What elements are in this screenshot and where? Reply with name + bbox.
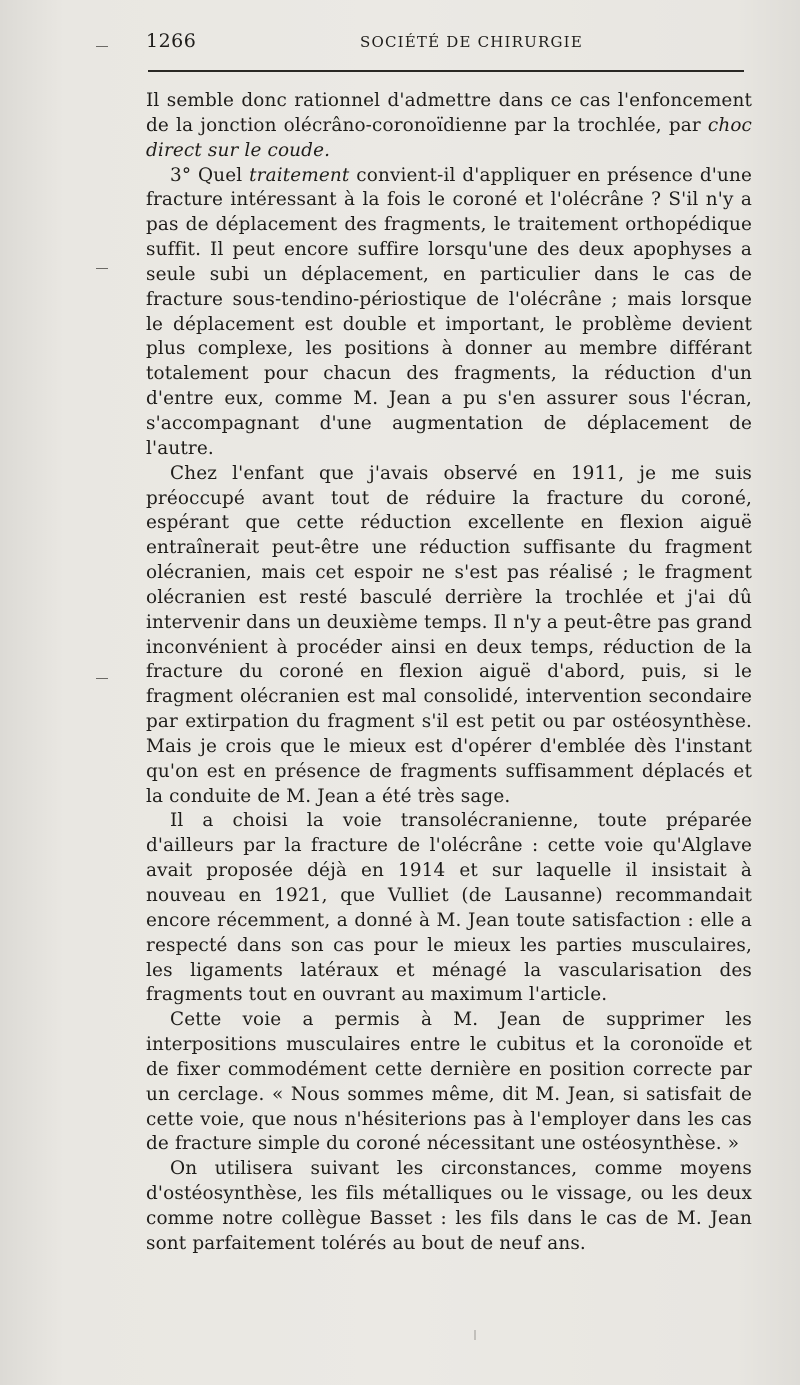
header-rule — [148, 70, 744, 72]
text-run-italic: choc direct sur le coude. — [146, 114, 752, 161]
running-head: SOCIÉTÉ DE CHIRURGIE — [360, 33, 583, 51]
page-number: 1266 — [146, 30, 197, 52]
margin-mark — [96, 268, 108, 269]
paragraph — [146, 1008, 752, 1157]
body-text — [146, 89, 752, 1257]
text-run: On utilisera suivant les circonstances, comme moyens d'ostéosynthèse, les fils métalliques ou le vissage, ou les deux comme notre collègue Basset : les fils dans le cas de M. Jean sont parfaitement tolérés au bout de neuf ans. — [146, 1158, 752, 1254]
paragraph — [146, 89, 752, 164]
text-run-italic: traitement — [249, 164, 350, 186]
paragraph — [146, 809, 752, 1008]
text-run: convient-il d'appliquer en présence d'une fracture intéressant à la fois le coroné et l'olécrâne ? S'il n'y a pas de déplacement des fragments, le traitement orthopédique suffit. Il peut encore suffire lorsqu'une des deux apophyses a seule subi un déplacement, en particulier dans le cas de fracture sous-tendino-périostique de l'olécrâne ; mais lorsque le déplacement est double et important, le problème devient plus complexe, les positions à donner au membre différant totalement pour chacun des fragments, la réduction d'un d'entre eux, comme M. Jean a pu s'en assurer sous l'écran, s'accompagnant d'une augmentation de déplacement de l'autre. — [146, 164, 752, 459]
text-run: Il a choisi la voie transolécranienne, toute préparée d'ailleurs par la fracture de l'olécrâne : cette voie qu'Alglave avait proposée déjà en 1914 et sur laquelle il insistait à nouveau en 1921, que Vulliet (de Lausanne) recommandait encore récemment, a donné à M. Jean toute satisfaction : elle a respecté dans son cas pour le mieux les parties musculaires, les ligaments latéraux et ménagé la vascularisation des fragments tout en ouvrant au maximum l'article. — [146, 810, 752, 1006]
paper-speck — [474, 1330, 476, 1340]
page-header — [146, 30, 752, 56]
paragraph — [146, 164, 752, 462]
text-run: Il semble donc rationnel d'admettre dans ce cas l'enfoncement de la jonction olécrâno-coronoïdienne par la trochlée, par — [146, 90, 752, 136]
margin-mark — [96, 678, 108, 679]
paragraph — [146, 1157, 752, 1256]
text-run: Cette voie a permis à M. Jean de supprimer les interpositions musculaires entre le cubitus et la coronoïde et de fixer commodément cette dernière en position correcte par un cerclage. « Nous sommes même, dit M. Jean, si satisfait de cette voie, que nous n'hésiterions pas à l'employer dans les cas de fracture simple du coroné nécessitant une ostéosynthèse. » — [146, 1009, 752, 1155]
paragraph — [146, 462, 752, 810]
text-run: 3° Quel — [170, 164, 250, 186]
text-run: Chez l'enfant que j'avais observé en 1911, je me suis préoccupé avant tout de réduire la fracture du coroné, espérant que cette réduction excellente en flexion aiguë entraînerait peut-être une réduction suffisante du fragment olécranien, mais cet espoir ne s'est pas réalisé ; le fragment olécranien est resté basculé derrière la trochlée et j'ai dû intervenir dans un deuxième temps. Il n'y a peut-être pas grand inconvénient à procéder ainsi en deux temps, réduction de la fracture du coroné en flexion aiguë d'abord, puis, si le fragment olécranien est mal consolidé, intervention secondaire par extirpation du fragment s'il est petit ou par ostéosynthèse. Mais je crois que le mieux est d'opérer d'emblée dès l'instant qu'on est en présence de fragments suffisamment déplacés et la conduite de M. Jean a été très sage. — [146, 462, 752, 807]
margin-mark — [96, 46, 108, 47]
